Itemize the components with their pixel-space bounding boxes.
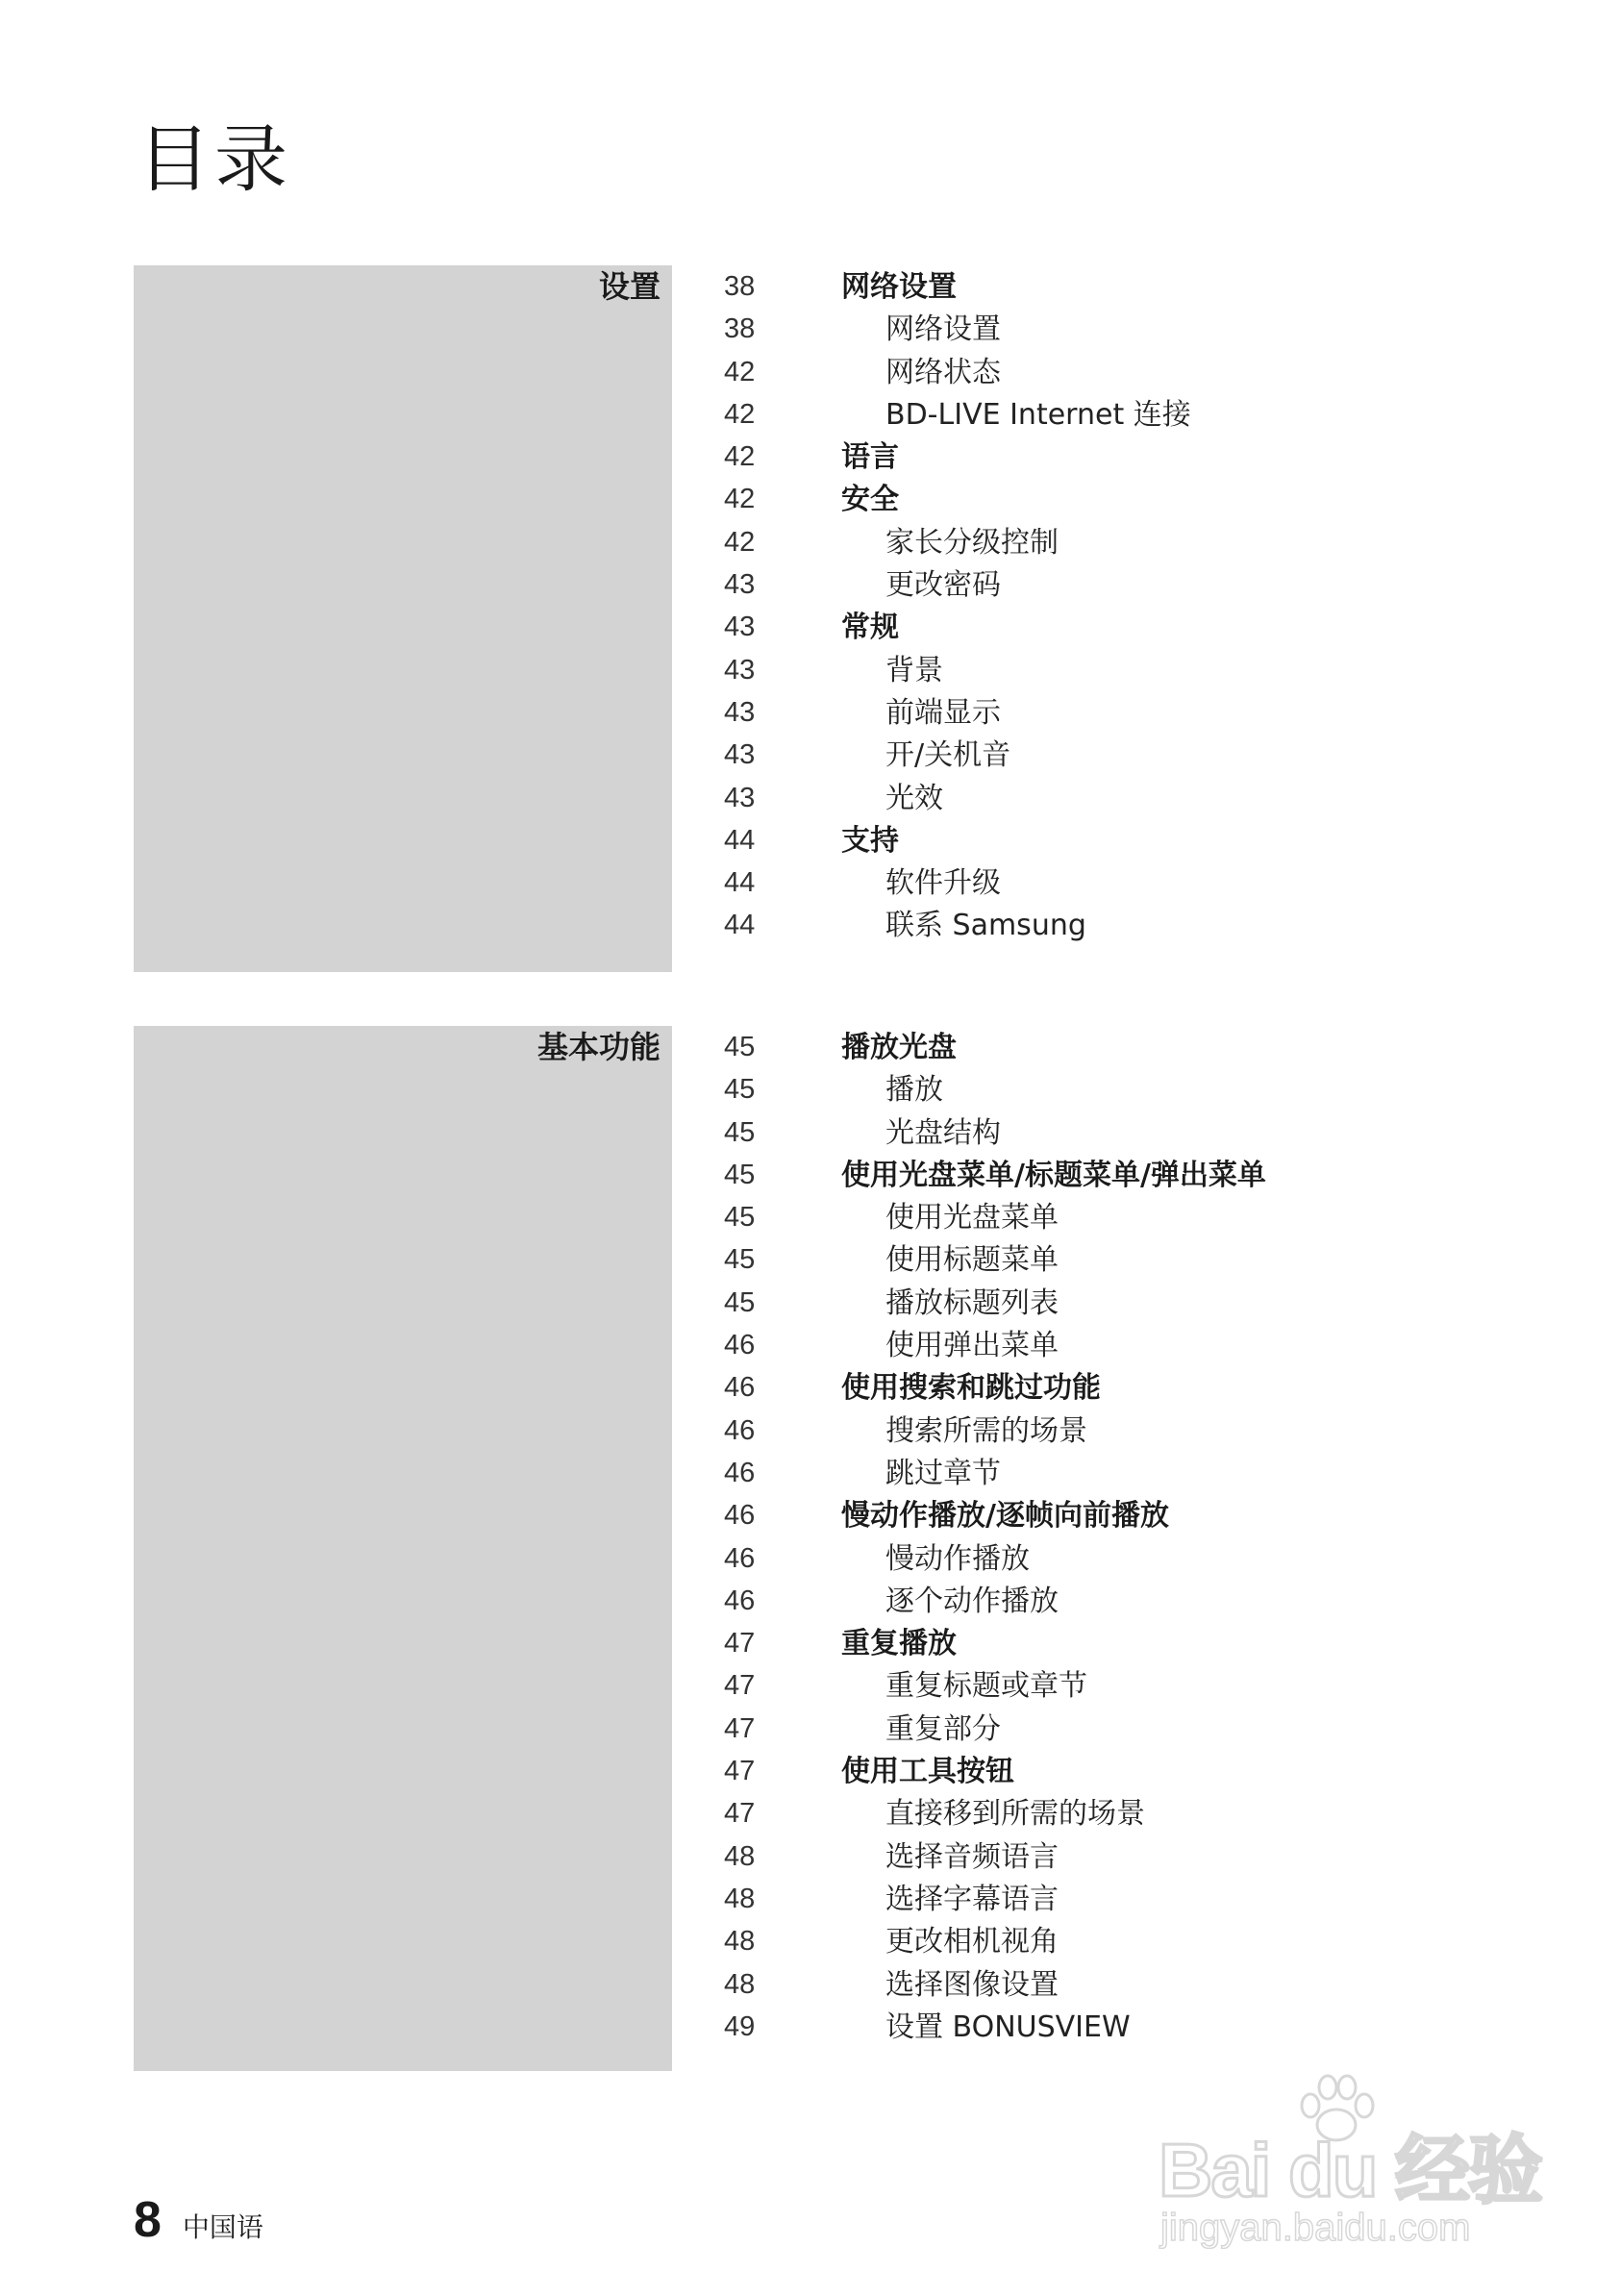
toc-entry-title: 常规 bbox=[841, 611, 899, 645]
toc-page-number: 48 bbox=[724, 1968, 756, 2000]
page-number: 8 bbox=[134, 2192, 162, 2248]
toc-page-number: 45 bbox=[724, 1074, 756, 1106]
toc-page-number: 46 bbox=[724, 1372, 756, 1404]
toc-page-number: 48 bbox=[724, 1840, 756, 1872]
section-band bbox=[134, 1026, 672, 2071]
toc-page-number: 45 bbox=[724, 1116, 756, 1148]
toc-page-number: 42 bbox=[724, 398, 756, 430]
toc-entry-title: 选择字幕语言 bbox=[885, 1882, 1059, 1916]
toc-page-number: 43 bbox=[724, 782, 756, 813]
toc-entry-title: 使用工具按钮 bbox=[841, 1755, 1014, 1789]
toc-page-number: 49 bbox=[724, 2010, 756, 2042]
toc-entry-title: 搜索所需的场景 bbox=[885, 1413, 1087, 1448]
toc-entry-title: 播放标题列表 bbox=[885, 1285, 1059, 1320]
toc-page-number: 48 bbox=[724, 1926, 756, 1958]
baidu-jingyan-watermark bbox=[1149, 2072, 1553, 2264]
toc-page-number: 45 bbox=[724, 1286, 756, 1318]
toc-entry-title: 使用标题菜单 bbox=[885, 1243, 1059, 1278]
section-label: 基本功能 bbox=[536, 1029, 660, 1065]
toc-page-number: 42 bbox=[724, 441, 756, 473]
toc-page-number: 42 bbox=[724, 356, 756, 387]
toc-page-number: 47 bbox=[724, 1756, 756, 1787]
toc-entry-title: 逐个动作播放 bbox=[885, 1584, 1059, 1618]
toc-entry-title: 光盘结构 bbox=[885, 1115, 1001, 1150]
toc-page-number: 43 bbox=[724, 654, 756, 686]
toc-entry-title: 更改密码 bbox=[885, 568, 1001, 603]
toc-page-number: 45 bbox=[724, 1202, 756, 1234]
page-footer bbox=[134, 2192, 263, 2248]
toc-entry-title: 语言 bbox=[841, 440, 899, 475]
language-label: 中国语 bbox=[182, 2211, 263, 2243]
toc-entry-title: 家长分级控制 bbox=[885, 525, 1059, 560]
toc-page-number: 48 bbox=[724, 1883, 756, 1914]
toc-entry-title: 背景 bbox=[885, 653, 943, 687]
toc-entry-title: 慢动作播放 bbox=[885, 1541, 1030, 1576]
toc-entry-title: 重复播放 bbox=[841, 1627, 957, 1661]
toc-page-number: 44 bbox=[724, 867, 756, 899]
toc-page-number: 44 bbox=[724, 910, 756, 941]
toc-entry-title: 支持 bbox=[841, 823, 899, 858]
toc-page-number: 45 bbox=[724, 1159, 756, 1190]
page-title: 目录 bbox=[137, 116, 291, 202]
toc-page-number: 47 bbox=[724, 1798, 756, 1830]
section-label: 设置 bbox=[598, 268, 660, 305]
toc-page-number: 45 bbox=[724, 1244, 756, 1276]
toc-entry-title: 重复标题或章节 bbox=[885, 1669, 1087, 1704]
toc-entry-title: 重复部分 bbox=[885, 1711, 1001, 1746]
toc-entry-title: 跳过章节 bbox=[885, 1456, 1001, 1490]
toc-entry-title: 安全 bbox=[841, 483, 899, 517]
toc-page-number: 44 bbox=[724, 824, 756, 856]
toc-entry-title: 播放 bbox=[885, 1073, 943, 1108]
toc-entry-title: 设置 BONUSVIEW bbox=[885, 2009, 1131, 2044]
toc-entry-title: 直接移到所需的场景 bbox=[885, 1797, 1145, 1832]
watermark-url: jingyan.baidu.com bbox=[1160, 2207, 1471, 2249]
toc-entry-title: 前端显示 bbox=[885, 695, 1001, 730]
toc-entry-title: 联系 Samsung bbox=[885, 909, 1086, 943]
toc-page-number: 43 bbox=[724, 696, 756, 728]
toc-page-number: 43 bbox=[724, 611, 756, 643]
toc-page-number: 38 bbox=[724, 313, 756, 345]
toc-entry-title: 光效 bbox=[885, 781, 943, 815]
toc-page-number: 46 bbox=[724, 1457, 756, 1488]
toc-page-number: 46 bbox=[724, 1585, 756, 1616]
toc-entry-title: 慢动作播放/逐帧向前播放 bbox=[841, 1499, 1169, 1534]
toc-page-number: 43 bbox=[724, 569, 756, 601]
toc-page-number: 45 bbox=[724, 1032, 756, 1062]
watermark-logo: Bai du 经验 bbox=[1159, 2128, 1542, 2212]
toc-entry-title: 网络设置 bbox=[841, 270, 957, 304]
toc-page-number: 46 bbox=[724, 1330, 756, 1361]
toc-page-number: 46 bbox=[724, 1500, 756, 1532]
toc-page-number: 38 bbox=[724, 271, 756, 302]
toc-page-number: 47 bbox=[724, 1628, 756, 1660]
toc-entry-title: 使用弹出菜单 bbox=[885, 1329, 1059, 1363]
toc-entry-title: 网络状态 bbox=[885, 355, 1001, 389]
toc-entry-title: 更改相机视角 bbox=[885, 1925, 1059, 1959]
toc-page-number: 46 bbox=[724, 1414, 756, 1446]
toc-entry-title: 使用光盘菜单 bbox=[885, 1201, 1059, 1235]
section-band bbox=[134, 265, 672, 972]
toc-entry-title: 选择音频语言 bbox=[885, 1839, 1059, 1874]
toc-entry-title: 选择图像设置 bbox=[885, 1967, 1059, 2002]
toc-entry-title: 网络设置 bbox=[885, 312, 1001, 347]
toc-entry-title: 使用搜索和跳过功能 bbox=[841, 1371, 1101, 1406]
toc-entry-title: 软件升级 bbox=[885, 866, 1001, 901]
toc-entry-title: 播放光盘 bbox=[841, 1031, 957, 1064]
toc-page-number: 46 bbox=[724, 1542, 756, 1574]
toc-page-number: 47 bbox=[724, 1670, 756, 1702]
toc-page-number: 42 bbox=[724, 526, 756, 558]
toc-entry-title: 开/关机音 bbox=[885, 738, 1011, 773]
toc-page-number: 47 bbox=[724, 1712, 756, 1744]
toc-page-number: 43 bbox=[724, 739, 756, 771]
toc-entry-title: 使用光盘菜单/标题菜单/弹出菜单 bbox=[841, 1158, 1266, 1192]
toc-entry-title: BD-LIVE Internet 连接 bbox=[885, 397, 1191, 432]
toc-page-number: 42 bbox=[724, 484, 756, 515]
